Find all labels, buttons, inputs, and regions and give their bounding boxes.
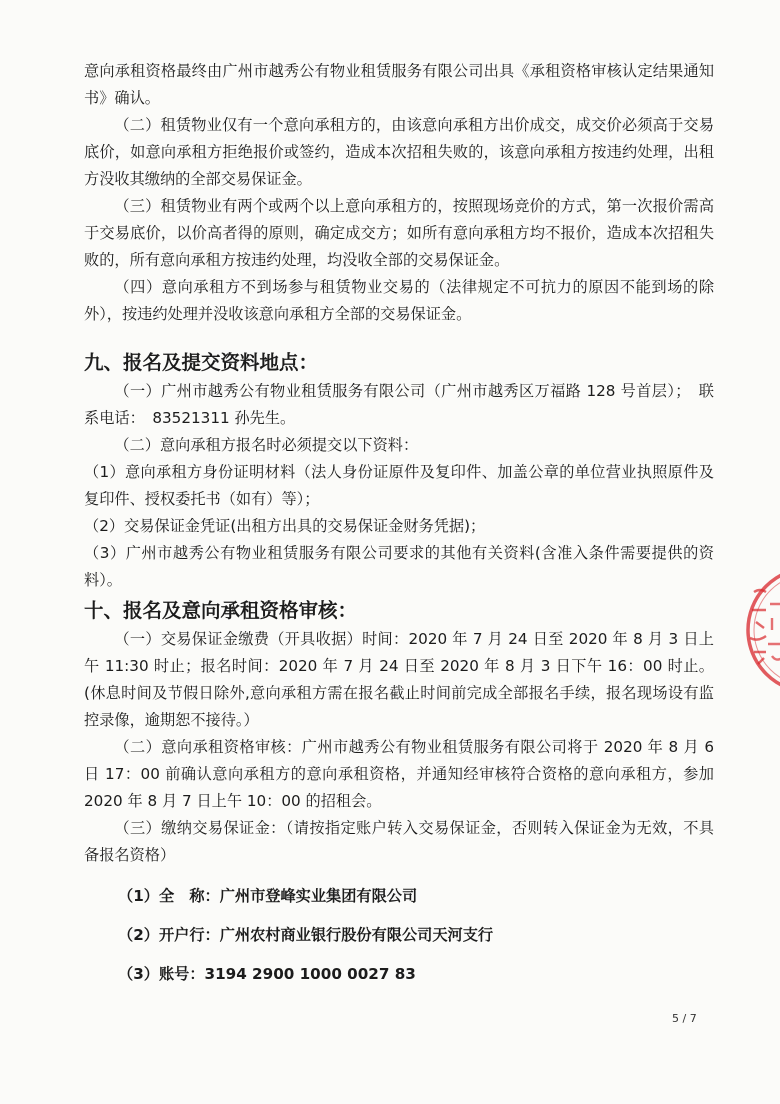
paragraph-multiple-bidders: （三）租赁物业有两个或两个以上意向承租方的，按照现场竞价的方式，第一次报价需高于交易底价，以价高者得的原则，确定成交方；如所有意向承租方均不报价，造成本次招租失败的，所有意向承租方按违约处理，均没收全部的交易保证金。 (84, 197, 714, 269)
paragraph-single-bidder: （二）租赁物业仅有一个意向承租方的，由该意向承租方出价成交，成交价必须高于交易底价，如意向承租方拒绝报价或签约，造成本次招租失败的，该意向承租方按违约处理，出租方没收其缴纳的全部交易保证金。 (84, 116, 714, 188)
seal-graphic (730, 552, 780, 722)
bank-name: （2）开户行：广州农村商业银行股份有限公司天河支行 (118, 926, 494, 944)
paragraph-required-materials: （二）意向承租方报名时必须提交以下资料： (114, 436, 419, 454)
page-number: 5 / 7 (672, 1012, 697, 1025)
paragraph-deposit-payment: （三）缴纳交易保证金：（请按指定账户转入交易保证金，否则转入保证金为无效，不具备报名资格） (84, 819, 714, 864)
list-item-identity-materials: （1）意向承租方身份证明材料（法人身份证原件及复印件、加盖公章的单位营业执照原件及复印件、授权委托书（如有）等）； (84, 463, 714, 508)
section-9-heading: 九、报名及提交资料地点： (84, 351, 319, 374)
list-item-deposit-voucher: （2）交易保证金凭证(出租方出具的交易保证金财务凭据)； (84, 517, 486, 535)
document-body (84, 58, 714, 988)
paragraph-qualification-review: （二）意向承租资格审核：广州市越秀公有物业租赁服务有限公司将于 2020 年 8 月 6 日 17：00 前确认意向承租方的意向承租资格，并通知经审核符合资格的意向承租方，参加 2020 年 8 月 7 日上午 10：00 的招租会。 (84, 738, 714, 810)
bank-account-name: （1）全 称：广州市登峰实业集团有限公司 (118, 887, 418, 905)
paragraph-registration-location: （一）广州市越秀公有物业租赁服务有限公司（广州市越秀区万福路 128 号首层）； 联系电话： 83521311 孙先生。 (84, 382, 714, 427)
paragraph-deposit-and-registration-time: （一）交易保证金缴费（开具收据）时间：2020 年 7 月 24 日至 2020 年 8 月 3 日上午 11:30 时止；报名时间：2020 年 7 月 24 日至 2020 年 8 月 3 日下午 16：00 时止。(休息时间及节假日除外,意向承租方需在报名截止时间前完成全部报名手续，报名现场设有监控录像，逾期恕不接待。） (84, 630, 714, 729)
bank-account-number: （3）账号：3194 2900 1000 0027 83 (118, 965, 416, 983)
company-seal-stamp (730, 552, 780, 722)
paragraph-qualification-confirmation: 意向承租资格最终由广州市越秀公有物业租赁服务有限公司出具《承租资格审核认定结果通知书》确认。 (84, 62, 714, 107)
section-10-heading: 十、报名及意向承租资格审核： (84, 599, 358, 622)
paragraph-absent-bidder: （四）意向承租方不到场参与租赁物业交易的（法律规定不可抗力的原因不能到场的除外），按违约处理并没收该意向承租方全部的交易保证金。 (84, 278, 714, 323)
list-item-other-materials: （3）广州市越秀公有物业租赁服务有限公司要求的其他有关资料(含准入条件需要提供的资料）。 (84, 544, 714, 589)
bank-account-info (84, 883, 714, 988)
